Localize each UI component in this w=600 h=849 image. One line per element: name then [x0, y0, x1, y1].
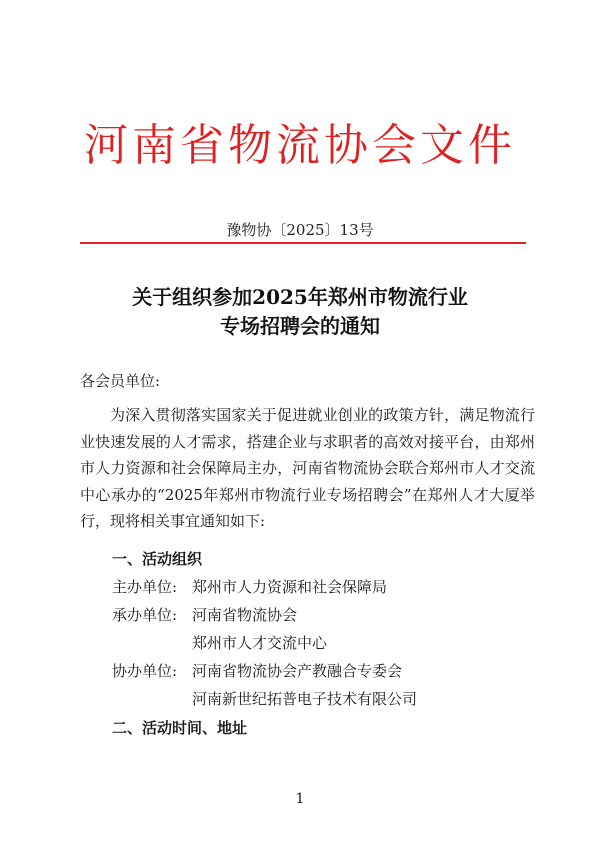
co-organizer-value-1: 河南省物流协会产教融合专委会 [192, 662, 403, 680]
notice-title-line-1: 关于组织参加2025年郑州市物流行业 [132, 285, 468, 309]
organizer-value-1: 河南省物流协会 [192, 606, 298, 624]
host-label: 主办单位: [112, 578, 178, 596]
host-value: 郑州市人力资源和社会保障局 [192, 578, 388, 596]
section-heading-organization: 一、活动组织 [112, 550, 203, 568]
page-number: 1 [295, 791, 305, 807]
co-organizer-value-2: 河南新世纪拓普电子技术有限公司 [192, 690, 418, 708]
document-number: 豫物协〔2025〕13号 [226, 221, 374, 239]
notice-title-line-2: 专场招聘会的通知 [220, 314, 380, 338]
red-divider [80, 242, 526, 244]
organizer-label: 承办单位: [112, 606, 178, 624]
co-organizer-label: 协办单位: [112, 662, 178, 680]
salutation: 各会员单位: [80, 372, 161, 390]
section-heading-time-address: 二、活动时间、地址 [112, 719, 248, 737]
organizer-value-2: 郑州市人才交流中心 [192, 634, 328, 652]
intro-paragraph-block [80, 402, 535, 535]
document-header-title: 河南省物流协会文件 [84, 120, 516, 171]
intro-paragraph: 为深入贯彻落实国家关于促进就业创业的政策方针，满足物流行业快速发展的人才需求，搭建企业与求职者的高效对接平台，由郑州市人力资源和社会保障局主办，河南省物流协会联合郑州市人才交流中心承办的“2025年郑州市物流行业专场招聘会”在郑州人才大厦举行，现将相关事宜通知如下: [80, 406, 535, 530]
